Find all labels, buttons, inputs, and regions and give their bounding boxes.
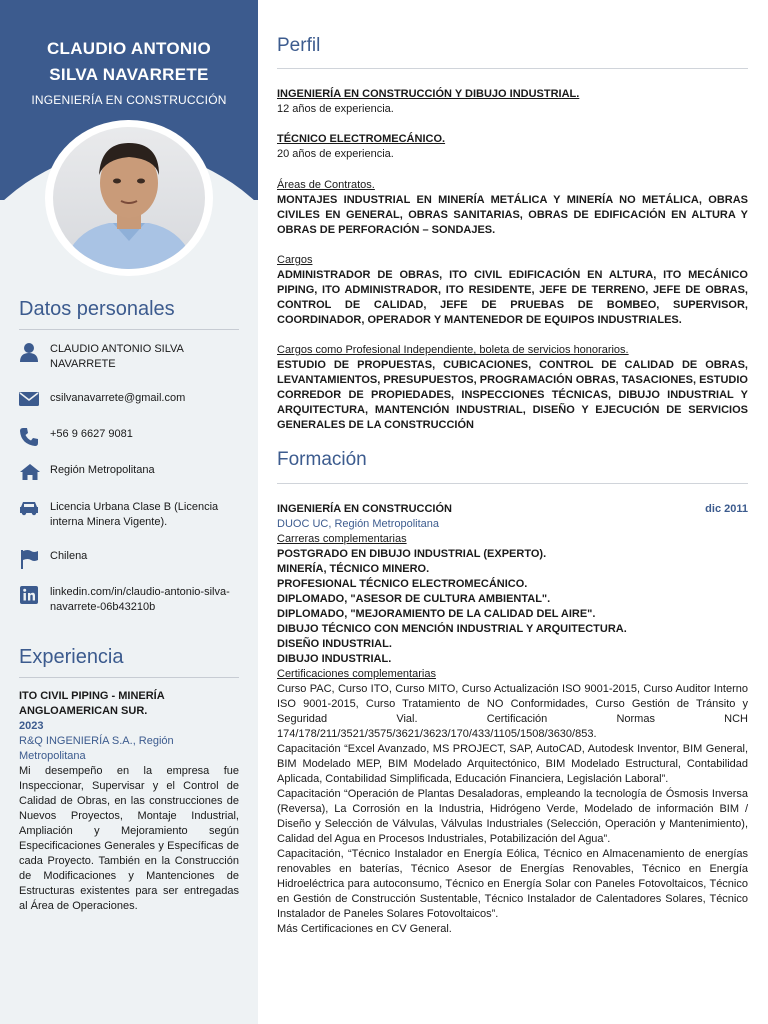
cert-item: Más Certificaciones en CV General. xyxy=(277,923,452,935)
independent-label: Cargos como Profesional Independiente, boleta de servicios honorarios. xyxy=(277,344,629,356)
contact-email[interactable] xyxy=(19,391,239,411)
career-item: DIBUJO TÉCNICO CON MENCIÓN INDUSTRIAL Y ARQUITECTURA. xyxy=(277,623,627,635)
cargos-text: ADMINISTRADOR DE OBRAS, ITO CIVIL EDIFICACIÓN EN ALTURA, ITO MECÁNICO PIPING, ITO ADMINISTRADOR, ITO RESIDENTE, JEFE DE TERRENO, JEFE DE OBRAS, CONTROL DE CALIDAD, JEFE DE PRUEBAS DE BOMBEO, SUPERVISOR, COORDINADOR, OPERADOR Y MANTENEDOR DE EQUIPOS INDUSTRIALES. xyxy=(277,269,748,326)
contact-linkedin-text[interactable]: linkedin.com/in/claudio-antonio-silva-navarrete-06b43210b xyxy=(50,586,230,613)
careers-label: Carreras complementarias xyxy=(277,533,407,545)
contact-location xyxy=(19,463,239,483)
experience-description: Mi desempeño en la empresa fue Inspeccionar, Supervisar y el Control de Calidad de Obras, en las construcciones de Nuevos Proyectos, Montaje Industrial, Ampliación y Mejoramiento según Especificaciones Generales y Específicas de cada Proyecto. También en la Construcción de Modificaciones y Mantenciones de Estructuras existentes para ser entregadas al Área de Operaciones. xyxy=(19,765,239,912)
career-item: DIPLOMADO, "MEJORAMIENTO DE LA CALIDAD DEL AIRE". xyxy=(277,608,596,620)
home-icon xyxy=(19,463,41,483)
career-item: MINERÍA, TÉCNICO MINERO. xyxy=(277,563,430,575)
experience-divider xyxy=(19,677,239,678)
education-entry xyxy=(277,502,748,937)
contact-email-text[interactable]: csilvanavarrete@gmail.com xyxy=(50,392,186,404)
profile-areas xyxy=(277,178,748,238)
name-line-2: SILVA NAVARRETE xyxy=(49,65,209,84)
degree-1-title: INGENIERÍA EN CONSTRUCCIÓN Y DIBUJO INDUSTRIAL. xyxy=(277,88,580,100)
contact-phone[interactable] xyxy=(19,427,239,447)
contact-nationality-text: Chilena xyxy=(50,550,88,562)
portrait-illustration xyxy=(53,127,205,269)
education-divider xyxy=(277,483,748,484)
contact-license xyxy=(19,500,239,530)
experience-company: R&Q INGENIERÍA S.A., Región Metropolitana xyxy=(19,735,174,762)
education-degree: INGENIERÍA EN CONSTRUCCIÓN xyxy=(277,503,452,515)
phone-icon xyxy=(19,427,41,447)
candidate-name xyxy=(0,36,258,88)
career-item: DIPLOMADO, "ASESOR DE CULTURA AMBIENTAL". xyxy=(277,593,551,605)
person-icon xyxy=(19,342,41,362)
contact-name xyxy=(19,342,239,372)
personal-data-title: Datos personales xyxy=(19,298,175,320)
contact-location-text: Región Metropolitana xyxy=(50,464,155,476)
experience-title: Experiencia xyxy=(19,646,124,668)
contact-nationality xyxy=(19,549,239,569)
cert-item: Curso PAC, Curso ITO, Curso MITO, Curso Actualización ISO 9001-2015, Curso Auditor Interno ISO 9001-2015, Curso Tratamiento de NO Conformidades, Curso Gestión de Tránsito y Seguridad Vial. Certificación Normas NCH 174/178/211/3521/3575/3621/3623/170/433/1105/1508/3630/853. xyxy=(277,683,748,740)
career-item: POSTGRADO EN DIBUJO INDUSTRIAL (EXPERTO). xyxy=(277,548,547,560)
education-degree-row xyxy=(277,502,748,517)
contact-phone-text[interactable]: +56 9 6627 9081 xyxy=(50,428,133,440)
career-item: DIBUJO INDUSTRIAL. xyxy=(277,653,392,665)
areas-label: Áreas de Contratos. xyxy=(277,179,375,191)
cert-item: Capacitación “Operación de Plantas Desaladoras, empleando la tecnología de Ósmosis Inversa (Reversa), La Corrosión en la Industria, Hidrógeno Verde, Modelado de información BIM / Diseño y Selección de Válvulas, Válvulas Industriales (Selección, Operación y Mantenimiento), Calidad del Agua en Procesos Industriales, Potabilización del Agua”. xyxy=(277,788,748,845)
profile-independent xyxy=(277,343,748,433)
degree-2-title: TÉCNICO ELECTROMECÁNICO. xyxy=(277,133,446,145)
profile-cargos xyxy=(277,253,748,328)
profile-degree-1 xyxy=(277,87,748,117)
education-date: dic 2011 xyxy=(705,503,748,515)
career-item: PROFESIONAL TÉCNICO ELECTROMECÁNICO. xyxy=(277,578,528,590)
personal-data-divider xyxy=(19,329,239,330)
candidate-subtitle: INGENIERÍA EN CONSTRUCCIÓN xyxy=(31,93,227,107)
sidebar-bottom-cover xyxy=(0,920,258,1024)
photo-frame xyxy=(45,120,213,276)
cert-item: Capacitación, “Técnico Instalador en Energía Eólica, Técnico en Almacenamiento de energías renovables en baterías, Técnico Asesor de Energías Renovables, Técnico en Energía Hidroeléctrica para autoconsumo, Técnico en Energía Solar con Paneles Fotovoltaicos, Técnico en Gestión de Construcción Sustentable, Técnico Instalador de Calentadores Solares, Técnico Instalador de Paneles Solares Fotovoltaicos”. xyxy=(277,848,748,920)
contact-name-text: CLAUDIO ANTONIO SILVA NAVARRETE xyxy=(50,343,184,370)
linkedin-icon xyxy=(19,585,41,605)
degree-2-years: 20 años de experiencia. xyxy=(277,148,394,160)
car-icon xyxy=(19,500,41,520)
experience-role: ITO CIVIL PIPING - MINERÍA ANGLOAMERICAN SUR. xyxy=(19,690,165,717)
contact-license-text: Licencia Urbana Clase B (Licencia interna Minera Vigente). xyxy=(50,501,219,528)
profile-title: Perfil xyxy=(277,35,321,56)
name-line-1: CLAUDIO ANTONIO xyxy=(46,39,212,58)
contact-linkedin[interactable] xyxy=(19,585,239,615)
profile-degree-2 xyxy=(277,132,748,162)
profile-photo xyxy=(53,127,205,269)
sidebar xyxy=(0,0,258,1024)
flag-icon xyxy=(19,549,41,569)
degree-1-years: 12 años de experiencia. xyxy=(277,103,394,115)
areas-text: MONTAJES INDUSTRIAL EN MINERÍA METÁLICA Y MINERÍA NO METÁLICA, OBRAS CIVILES EN GENERAL, OBRAS SANITARIAS, OBRAS DE EDIFICACIÓN EN ALTURA Y OBRAS DE PERFORACIÓN – SONDAJES. xyxy=(277,194,748,236)
experience-year: 2023 xyxy=(19,720,44,732)
education-institution: DUOC UC, Región Metropolitana xyxy=(277,518,440,530)
independent-text: ESTUDIO DE PROPUESTAS, CUBICACIONES, CONTROL DE CALIDAD DE OBRAS, LEVANTAMIENTOS, PRESUPUESTOS, PROGRAMACIÓN OBRAS, TASACIONES, ESTUDIO CORREDOR DE PROPIEDADES, INSPECCIONES TÉCNICAS, DIBUJO INDUSTRIAL Y ARQUITECTURA, MANTENCIÓN INDUSTRIAL, DISEÑO Y EJECUCIÓN DE SERVICIOS GENERALES DE LA CONSTRUCCIÓN xyxy=(277,359,748,431)
career-item: DISEÑO INDUSTRIAL. xyxy=(277,638,392,650)
cert-item: Capacitación “Excel Avanzado, MS PROJECT, SAP, AutoCAD, Autodesk Inventor, BIM General, BIM Modelado MEP, BIM Modelado Arquitectónico, BIM Modelado Estructural, Contabilidad Aplicada, Contabilidad Simplificada, Educación Financiera, Legislación Laboral”. xyxy=(277,743,748,785)
email-icon xyxy=(19,391,41,411)
experience-entry xyxy=(19,689,239,914)
cargos-label: Cargos xyxy=(277,254,313,266)
education-title: Formación xyxy=(277,449,367,470)
profile-divider xyxy=(277,68,748,69)
certs-label: Certificaciones complementarias xyxy=(277,668,436,680)
